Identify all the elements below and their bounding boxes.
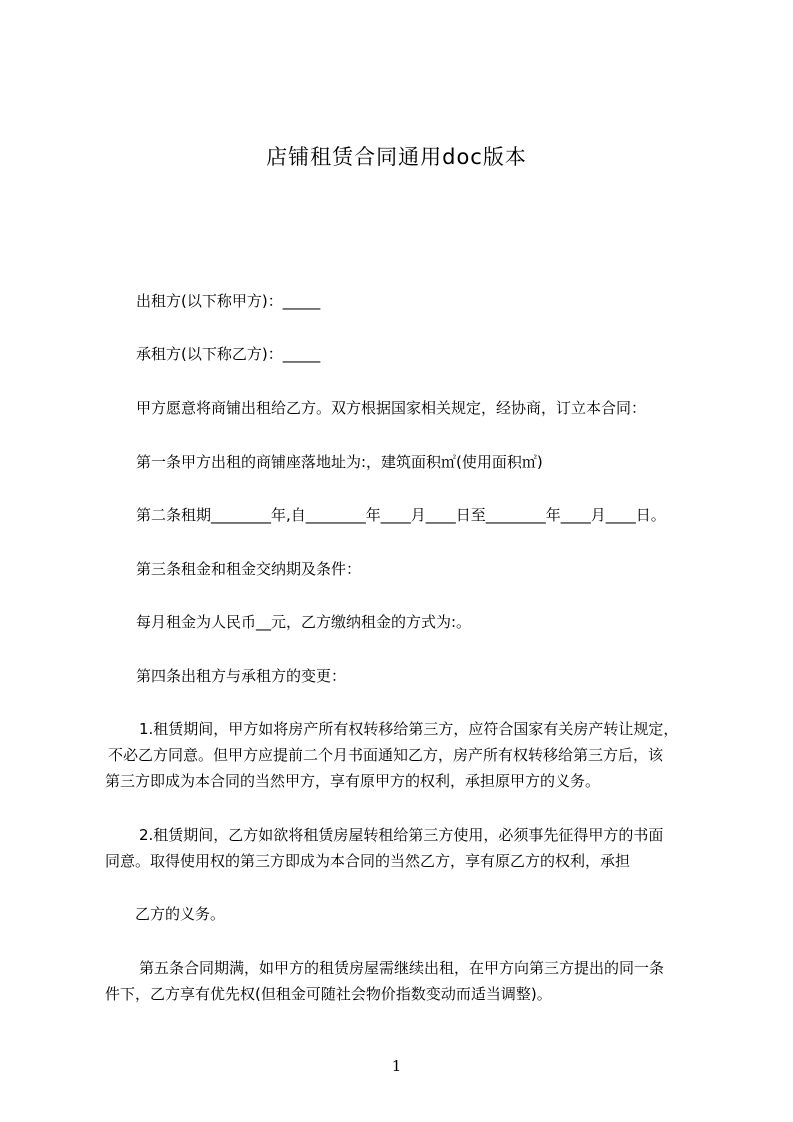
item-1-line-2: 不必乙方同意。但甲方应提前二个月书面通知乙方，房产所有权转移给第三方后，该 (108, 746, 664, 764)
lessor-line: 出租方(以下称甲方)：_____ (136, 292, 321, 310)
rent-paragraph: 每月租金为人民币__元，乙方缴纳租金的方式为:。 (136, 613, 472, 631)
article-3: 第三条租金和租金交纳期及条件： (136, 560, 362, 578)
article-4: 第四条出租方与承租方的变更： (136, 667, 347, 685)
item-2-line-2: 同意。取得使用权的第三方即成为本合同的当然乙方，享有原乙方的权利，承担 (105, 852, 631, 870)
article-5-line-1: 第五条合同期满，如甲方的租赁房屋需继续出租，在甲方向第三方提出的同一条 (139, 959, 665, 977)
item-2-line-1: 2.租赁期间，乙方如欲将租赁房屋转租给第三方使用，必须事先征得甲方的书面 (139, 826, 664, 844)
page-number: 1 (391, 1057, 402, 1075)
item-1-line-1: 1.租赁期间，甲方如将房产所有权转移给第三方，应符合国家有关房产转让规定， (139, 720, 679, 738)
intro-paragraph: 甲方愿意将商铺出租给乙方。双方根据国家相关规定，经协商，订立本合同： (136, 399, 647, 417)
lessee-line: 承租方(以下称乙方)：_____ (136, 345, 321, 363)
item-2-line-3: 乙方的义务。 (135, 905, 226, 923)
document-title: 店铺租赁合同通用doc版本 (266, 145, 527, 169)
article-2: 第二条租期________年,自________年____月____日至________年____月____日。 (136, 506, 666, 524)
article-1: 第一条甲方出租的商铺座落地址为:，建筑面积㎡(使用面积㎡) (136, 453, 543, 471)
item-1-line-3: 第三方即成为本合同的当然甲方，享有原甲方的权利，承担原甲方的义务。 (105, 772, 601, 790)
article-5-line-2: 件下，乙方享有优先权(但租金可随社会物价指数变动而适当调整)。 (105, 985, 552, 1003)
